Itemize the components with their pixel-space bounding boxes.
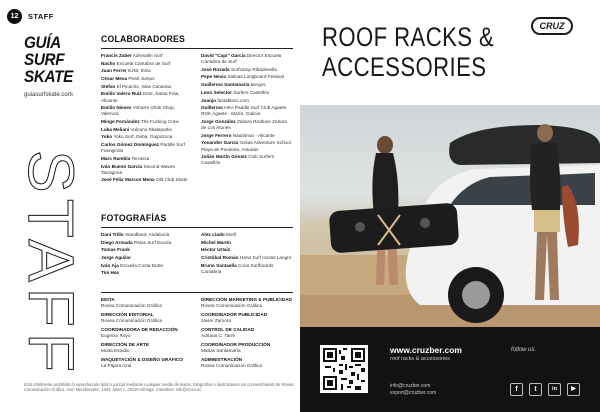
staff-affiliation: Escuela Cantabra de Surf xyxy=(116,60,171,66)
staff-name: Cristóbal Román xyxy=(201,255,239,261)
staff-name: Bruno Santaella xyxy=(201,262,237,268)
staff-entry xyxy=(101,91,193,103)
staff-entry xyxy=(101,134,193,140)
info-email[interactable]: info@cruzber.com xyxy=(390,383,431,389)
staff-affiliation: El Picacho, Islas Canarias xyxy=(116,83,172,89)
staff-name: Carlos Gómez Domínguez xyxy=(101,142,160,148)
staff-entry xyxy=(201,74,293,80)
staff-name: Dani Trillo xyxy=(101,232,124,237)
staff-entry xyxy=(201,67,293,73)
staff-affiliation: Coon Surfboards Cantabria xyxy=(201,262,274,274)
cruz-brand-logo: CRUZ xyxy=(531,17,573,35)
staff-name: Yoko xyxy=(101,134,113,140)
staff-entry xyxy=(101,84,193,90)
staff-name: Alex Llado xyxy=(201,232,225,237)
staff-affiliation: Director Escuela Cántabra de Surf xyxy=(201,53,282,65)
credit-role: DIRECCIÓN MARKETING & PUBLICIDAD xyxy=(201,297,292,302)
credit-value: Matías Santamaría xyxy=(201,348,241,353)
staff-affiliation: Zahara Redtune Zahara de Los Atunes xyxy=(201,119,288,131)
staff-name: José Félix Marcos Mena xyxy=(101,177,155,183)
staff-affiliation: Paddle Surf Fuengirola xyxy=(101,142,185,154)
credits-section xyxy=(101,292,293,372)
staff-entry xyxy=(201,263,293,275)
divider xyxy=(101,48,293,49)
credit-value: Rosea Comunicación Gráfica xyxy=(201,303,262,308)
staff-entry xyxy=(101,119,193,125)
divider xyxy=(101,292,293,293)
follow-us-label: follow us. xyxy=(511,347,537,353)
guia-surf-skate-logo xyxy=(24,34,94,85)
staff-entry xyxy=(201,105,293,117)
credit-role: COORDINADORA DE REDACCIÓN xyxy=(101,327,178,332)
staff-name: Pepe Nevia xyxy=(201,74,227,80)
credit-value: La Pajara Azul xyxy=(101,363,132,368)
staff-affiliation: Murfi xyxy=(226,232,237,237)
fotografias-column-1 xyxy=(101,232,193,278)
legal-notice: Está totalmente prohibida la reproducción total o parcial mediante cualquier medio de textos, fotografías o ilustraciones sin consentimiento de Rosea Comunicación Gráfica. Avd. Meridionales, 1304, Nivel 1, 29120 Almoga, Cantabria. info@rcrsa.es xyxy=(24,382,294,393)
staff-name: Diego Armada xyxy=(101,239,133,245)
staff-entry xyxy=(101,156,193,162)
staff-name: Jorge Ferrero xyxy=(201,132,232,138)
staff-entry xyxy=(201,119,293,131)
twitter-icon[interactable]: t xyxy=(529,383,542,396)
staff-affiliation: Standland, Andalucía xyxy=(124,232,170,237)
credit-value: Eugenio Royo xyxy=(101,333,131,338)
staff-entry xyxy=(101,127,193,133)
staff-name: David "Capi" García xyxy=(201,53,246,58)
staff-entry xyxy=(201,255,293,261)
staff-entry xyxy=(201,133,293,139)
staff-entry xyxy=(101,240,193,246)
staff-name: Francis Zaber xyxy=(101,53,132,58)
staff-name: Nacho xyxy=(101,60,116,66)
logo-line: SKATE xyxy=(24,67,73,86)
page-number: 12 xyxy=(7,9,22,24)
staff-name: Stefan xyxy=(101,83,116,89)
staff-entry xyxy=(101,270,193,276)
staff-affiliation: Terrassa xyxy=(131,155,150,161)
credits-column-2 xyxy=(201,297,293,372)
staff-entry xyxy=(101,164,193,176)
staff-name: Marc Rambla xyxy=(101,155,131,161)
staff-affiliation: Burgos xyxy=(250,82,266,88)
staff-affiliation: Voharre Glide Shop, Valencia xyxy=(101,105,176,117)
car-roof-box-illustration xyxy=(300,105,600,327)
staff-name: Héctor Urtaiz xyxy=(201,247,231,253)
staff-affiliation: Adrenalin Surf xyxy=(132,53,163,58)
facebook-icon[interactable]: f xyxy=(510,383,523,396)
staff-name: Julián Martín Gómez xyxy=(201,154,247,160)
divider xyxy=(101,227,293,228)
logo-line: SURF xyxy=(24,50,65,69)
credit-role: ADMINISTRACIÓN xyxy=(201,357,243,362)
staff-entry xyxy=(201,140,293,152)
staff-name: Tim Has xyxy=(101,270,120,276)
tagline: roof racks & accessories xyxy=(390,356,450,362)
staff-affiliation: Surfcamp Ribadesella xyxy=(230,66,277,72)
staff-entry xyxy=(201,154,293,166)
staff-affiliation: Escuela Costa Norte xyxy=(120,262,164,268)
credit-value: Javier Zamora xyxy=(201,318,231,323)
staff-entry xyxy=(101,105,193,117)
staff-entry xyxy=(201,240,293,246)
staff-affiliation: Salinas Longboard Festival xyxy=(227,74,284,80)
staff-name: Jorge González xyxy=(201,119,236,124)
staff-affiliation: Eme, Santa Pola, Alicante xyxy=(101,91,180,103)
staff-entry xyxy=(101,53,193,59)
staff-name: César Mesa xyxy=(101,76,128,82)
staff-entry xyxy=(101,255,193,261)
staff-affiliation: Yoko Surf, Deba, Guipúzcoa xyxy=(113,134,173,140)
colaboradores-heading: COLABORADORES xyxy=(101,34,185,45)
big-staff-word: STAFF xyxy=(15,150,87,378)
colaboradores-section xyxy=(101,34,293,185)
staff-affiliation: Second Waves Tarragona xyxy=(101,163,175,175)
logo-line: GUÍA xyxy=(24,33,61,52)
staff-name: Luka Meliani xyxy=(101,126,130,132)
colaboradores-column-1 xyxy=(101,53,193,185)
staff-affiliation: fastablanc.com xyxy=(217,97,249,103)
staff-affiliation: Ezkit, Ibiza xyxy=(128,68,151,74)
staff-name: Juan Ferrer xyxy=(101,68,127,74)
credit-value: Adriana C. Tarré xyxy=(201,333,236,338)
ad-headline-line: ROOF RACKS & xyxy=(322,22,495,52)
credit-role: DIRECCIÓN EDITORIAL xyxy=(101,312,154,317)
staff-entry xyxy=(201,98,293,104)
staff-entry xyxy=(101,61,193,67)
credit-role: COORDINADOR PUBLICIDAD xyxy=(201,312,268,317)
staff-affiliation: The Fucking Crew xyxy=(140,119,179,124)
staff-name: Iván Aja xyxy=(101,262,119,268)
staff-affiliation: Hand Surf Hostel Langre xyxy=(239,255,292,261)
staff-name: José Rozada xyxy=(201,66,230,72)
staff-name: Guillermo Santamaría xyxy=(201,82,250,88)
staff-name: Mingo Fernández xyxy=(101,119,140,124)
credit-role: DIRECCIÓN DE ARTE xyxy=(101,342,150,347)
staff-name: Leon Selector xyxy=(201,89,232,95)
staff-entry xyxy=(201,53,293,65)
staff-name: Guillermo xyxy=(201,105,223,111)
staff-name: Iván Bueno García xyxy=(101,163,143,169)
colaboradores-column-2 xyxy=(201,53,293,185)
staff-affiliation: Pearl Jumps xyxy=(128,76,155,82)
staff-entry xyxy=(101,247,193,253)
credit-value: Rosea Comunicación Gráfica xyxy=(101,318,162,323)
staff-affiliation: Oxkas Adventure School Playa de Poniente, Asturias xyxy=(201,140,291,152)
fotografias-column-2 xyxy=(201,232,293,278)
instagram-icon[interactable]: in xyxy=(548,383,561,396)
staff-entry xyxy=(201,90,293,96)
staff-name: Emilio Valero Ruiz xyxy=(101,91,142,97)
staff-name: Emilio Nieves xyxy=(101,105,132,111)
staff-entry xyxy=(201,247,293,253)
staff-entry xyxy=(101,232,193,238)
credits-column-1 xyxy=(101,297,193,372)
staff-entry xyxy=(101,142,193,154)
staff-affiliation: HKA Paddle Surf Club Agaete ROK Agaete - Marín, Galicia xyxy=(201,105,287,117)
staff-name: Tomas Frank xyxy=(101,247,130,253)
staff-affiliation: Vulcano Skateparks xyxy=(130,126,172,132)
ad-photo xyxy=(300,105,600,327)
staff-name: Yonander García xyxy=(201,140,239,146)
export-email[interactable]: export@cruzber.com xyxy=(390,390,437,396)
staff-entry xyxy=(101,177,193,183)
qr-code-icon[interactable] xyxy=(320,345,368,393)
credit-role: CONTROL DE CALIDAD xyxy=(201,327,255,332)
ad-footer xyxy=(300,327,600,412)
staff-entry xyxy=(201,232,293,238)
website-link[interactable]: guiasurfskate.com xyxy=(24,92,73,98)
staff-affiliation: Surfers Castellón xyxy=(233,89,270,95)
staff-name: Juanjo xyxy=(201,97,217,103)
credit-value: Mutta Estudio xyxy=(101,348,130,353)
staff-affiliation: Nautismar - Alicante xyxy=(232,132,275,138)
staff-name: Jorge Aguilar xyxy=(101,255,132,261)
staff-entry xyxy=(201,82,293,88)
staff-entry xyxy=(101,76,193,82)
cruzber-website-link[interactable]: www.cruzber.com xyxy=(390,345,462,355)
email-list xyxy=(390,383,436,397)
fotografias-heading: FOTOGRAFÍAS xyxy=(101,213,167,224)
credit-role: COORDINADOR PRODUCCIÓN xyxy=(201,342,271,347)
credit-role: EDITA xyxy=(101,297,115,302)
staff-affiliation: Patas Surf Escola xyxy=(133,239,172,245)
staff-affiliation: Club Surfers Castellón xyxy=(201,154,275,166)
ad-headline-line: ACCESSORIES xyxy=(322,52,487,82)
credit-value: Rosea Comunicación Gráfica xyxy=(201,363,262,368)
staff-name: Michel Martín xyxy=(201,239,231,245)
staff-entry xyxy=(101,68,193,74)
staff-entry xyxy=(101,263,193,269)
ad-headline xyxy=(322,22,494,82)
youtube-icon[interactable]: ▶ xyxy=(567,383,580,396)
staff-affiliation: Old Club Skate xyxy=(155,177,188,183)
credit-value: Rosea Comunicación Gráfica xyxy=(101,303,162,308)
section-title: STAFF xyxy=(28,12,54,21)
cruzber-ad-page xyxy=(300,0,600,412)
credit-role: MAQUETACIÓN & DISEÑO GRÁFICO xyxy=(101,357,183,362)
fotografias-section xyxy=(101,213,293,278)
